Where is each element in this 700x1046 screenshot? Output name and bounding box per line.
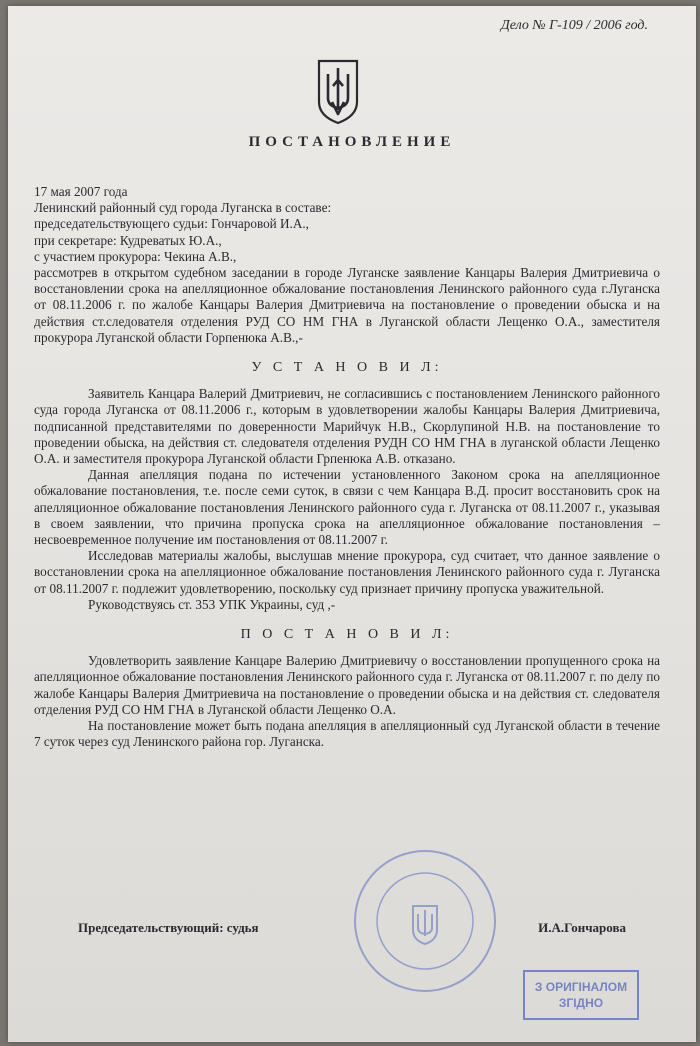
true-copy-stamp <box>523 970 639 1020</box>
case-number: Дело № Г-109 / 2006 год. <box>500 18 648 33</box>
presiding-judge: председательствующего судьи: Гончаровой И.А., <box>34 216 309 232</box>
established-paragraph: Исследовав материалы жалобы, выслушав мнение прокурора, суд считает, что данное заявление о восстановлении срока на апелляционное обжалование постановления Ленинского районного суда г. Луганска от 08.11.2007 г. подлежит удовлетворению, поскольку суд признает причину пропуска уважительной. <box>34 548 660 596</box>
resolved-paragraph: На постановление может быть подана апелляция в апелляционный суд Луганской области в течение 7 суток через суд Ленинского района гор. Луганска. <box>34 718 660 750</box>
trident-coat-of-arms-icon <box>316 58 360 126</box>
resolved-heading: П О С Т А Н О В И Л: <box>240 627 454 643</box>
court-composition: Ленинский районный суд города Луганска в составе: <box>34 200 332 216</box>
stamp-line: ЗГІДНО <box>558 996 604 1010</box>
document-title: ПОСТАНОВЛЕНИЕ <box>248 134 456 150</box>
case-consideration-paragraph: рассмотрев в открытом судебном заседании в городе Луганске заявление Канцары Валерия Дмитриевича о восстановлении срока на апелляционное обжалование постановления Ленинского районного суда г.Луганска от 08.11.2006 г. по жалобе Канцары Валерия Дмитриевича на постановление о проведении обыска и на действия ст.следователя отделения РУД СО НМ ГНА в Луганской области Лещенко О.А., заместителя прокурора Луганской области Горпенюка А.В.,- <box>34 265 660 345</box>
resolved-paragraph: Удовлетворить заявление Канцаре Валерию Дмитриевичу о восстановлении пропущенного срока на апелляционное обжалование постановления Ленинского районного суда г. Луганска от 08.11.2007 г. по делу по жалобе Канцары Валерия Дмитриевича на постановление о проведении обыска и на действия ст. следователя отделения РУД СО НМ ГНА в Луганской области Лещенко О.А. <box>34 653 660 717</box>
stamp-line: З ОРИГІНАЛОМ <box>534 980 628 994</box>
court-seal-icon <box>350 846 500 996</box>
document-page <box>8 6 696 1042</box>
document-body <box>34 184 660 751</box>
established-paragraph: Заявитель Канцара Валерий Дмитриевич, не согласившись с постановлением Ленинского районного суда города Луганска от 08.11.2006 г., которым в удовлетворении жалобы Канцары Валерия Дмитриевича, подписанной представителями по доверенности Марийчук Н.В., Скорлупиной Н.В. на постановление то проведении обыска, на действия ст. следователя отделения РУДН СО НМ ГНА в луганской области Лещенко О.А. и заместителя прокурора Луганской области Грпенюка А.В. отказано. <box>34 386 660 467</box>
established-heading: У С Т А Н О В И Л: <box>251 360 443 376</box>
established-paragraph: Данная апелляция подана по истечении установленного Законом срока на апелляционное обжалование постановления, т.е. после семи суток, в связи с чем Канцара В.Д. просит восстановить срок на апелляционное обжалование постановления Ленинского районного суда г. Луганска от 08.11.2007 г., указывая в своем заявлении, что причина пропуска срока на апелляционное обжалование постановления – несвоевременное получение им постановления от 08.11.2007 г. <box>34 467 660 548</box>
decision-date: 17 мая 2007 года <box>34 184 128 199</box>
signature-name: И.А.Гончарова <box>538 920 626 935</box>
court-secretary: при секретаре: Кудреватых Ю.А., <box>34 232 222 248</box>
established-paragraph: Руководствуясь ст. 353 УПК Украины, суд ,- <box>88 596 336 612</box>
signature-role: Председательствующий: судья <box>78 920 259 935</box>
prosecutor: с участием прокурора: Чекина А.В., <box>34 248 237 264</box>
